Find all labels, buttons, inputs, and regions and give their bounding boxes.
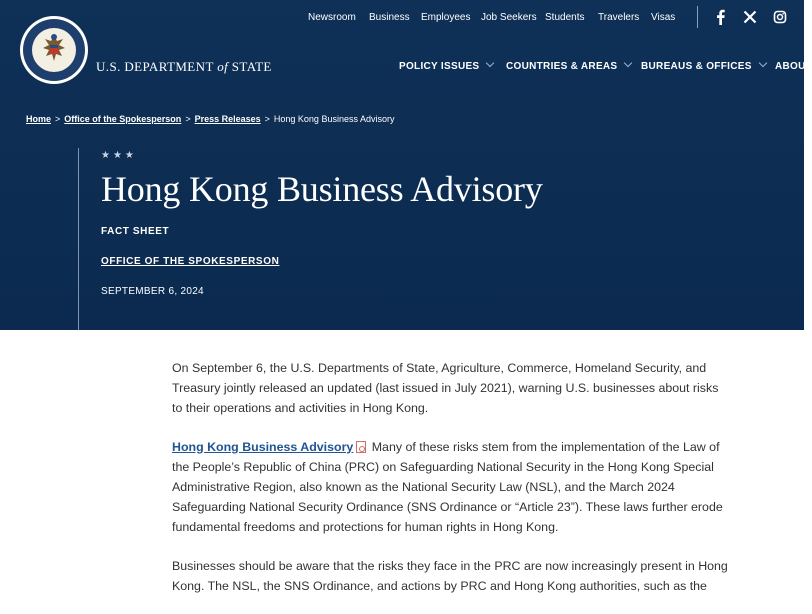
article-type: FACT SHEET <box>101 226 170 237</box>
nav-about[interactable]: ABOUT <box>775 61 812 72</box>
instagram-icon[interactable] <box>773 9 787 25</box>
facebook-icon[interactable] <box>714 9 728 25</box>
paragraph-2: Hong Kong Business Advisory Many of these risks stem from the implementation of the Law of the People’s Republic of China (PRC) on Safeguarding National Security in the Hong Kong Special Administrative Region, also known as the National Security Law (NSL), and the March 2024 Safeguarding National Security Ordinance (SNS Ordinance or “Article 23”). These laws further erode fundamental freedoms and protections for human rights in Hong Kong. <box>172 439 723 535</box>
utility-link-business[interactable]: Business <box>369 12 410 23</box>
office-link[interactable]: OFFICE OF THE SPOKESPERSON <box>101 256 280 267</box>
utility-link-employees[interactable]: Employees <box>421 12 471 23</box>
utility-divider <box>697 6 698 28</box>
nav-countries-areas[interactable]: COUNTRIES & AREAS <box>506 61 631 72</box>
utility-link-travelers[interactable]: Travelers <box>598 12 640 23</box>
paragraph-1: On September 6, the U.S. Departments of State, Agriculture, Commerce, Homeland Security, and Treasury jointly released an updated (last issued in July 2021), warning U.S. businesses about risks to their operations and activities in Hong Kong. <box>172 361 719 416</box>
utility-link-newsroom[interactable]: Newsroom <box>308 12 356 23</box>
nav-bureaus-offices[interactable]: BUREAUS & OFFICES <box>641 61 766 72</box>
chevron-down-icon <box>758 59 766 67</box>
utility-link-students[interactable]: Students <box>545 12 585 23</box>
breadcrumb-current: Hong Kong Business Advisory <box>273 114 395 124</box>
utility-link-visas[interactable]: Visas <box>651 12 676 23</box>
stars-decoration: ★★★ <box>101 150 137 161</box>
utility-link-job-seekers[interactable]: Job Seekers <box>481 12 537 23</box>
breadcrumb: Home > Office of the Spokesperson > Press Releases > Hong Kong Business Advisory <box>26 114 395 124</box>
breadcrumb-office[interactable]: Office of the Spokesperson <box>64 114 182 124</box>
breadcrumb-press-releases[interactable]: Press Releases <box>194 114 261 124</box>
breadcrumb-home[interactable]: Home <box>26 114 52 124</box>
department-seal-icon[interactable] <box>19 15 89 85</box>
paragraph-3: Businesses should be aware that the risks they face in the PRC are now increasingly present in Hong Kong. The NSL, the SNS Ordinance, and actions by PRC and Hong Kong authorities, such as the <box>172 558 728 593</box>
article-body <box>172 358 732 614</box>
chevron-down-icon <box>486 59 494 67</box>
utility-nav <box>0 0 804 34</box>
site-brand[interactable]: U.S. DEPARTMENT of STATE <box>96 59 272 74</box>
publish-date: SEPTEMBER 6, 2024 <box>101 286 204 297</box>
hero-divider <box>78 148 79 330</box>
nav-policy-issues[interactable]: POLICY ISSUES <box>399 61 493 72</box>
pdf-icon[interactable] <box>356 441 366 453</box>
advisory-link[interactable]: Hong Kong Business Advisory <box>172 439 354 454</box>
x-icon[interactable] <box>743 9 757 25</box>
chevron-down-icon <box>624 59 632 67</box>
page-title: Hong Kong Business Advisory <box>101 169 543 209</box>
